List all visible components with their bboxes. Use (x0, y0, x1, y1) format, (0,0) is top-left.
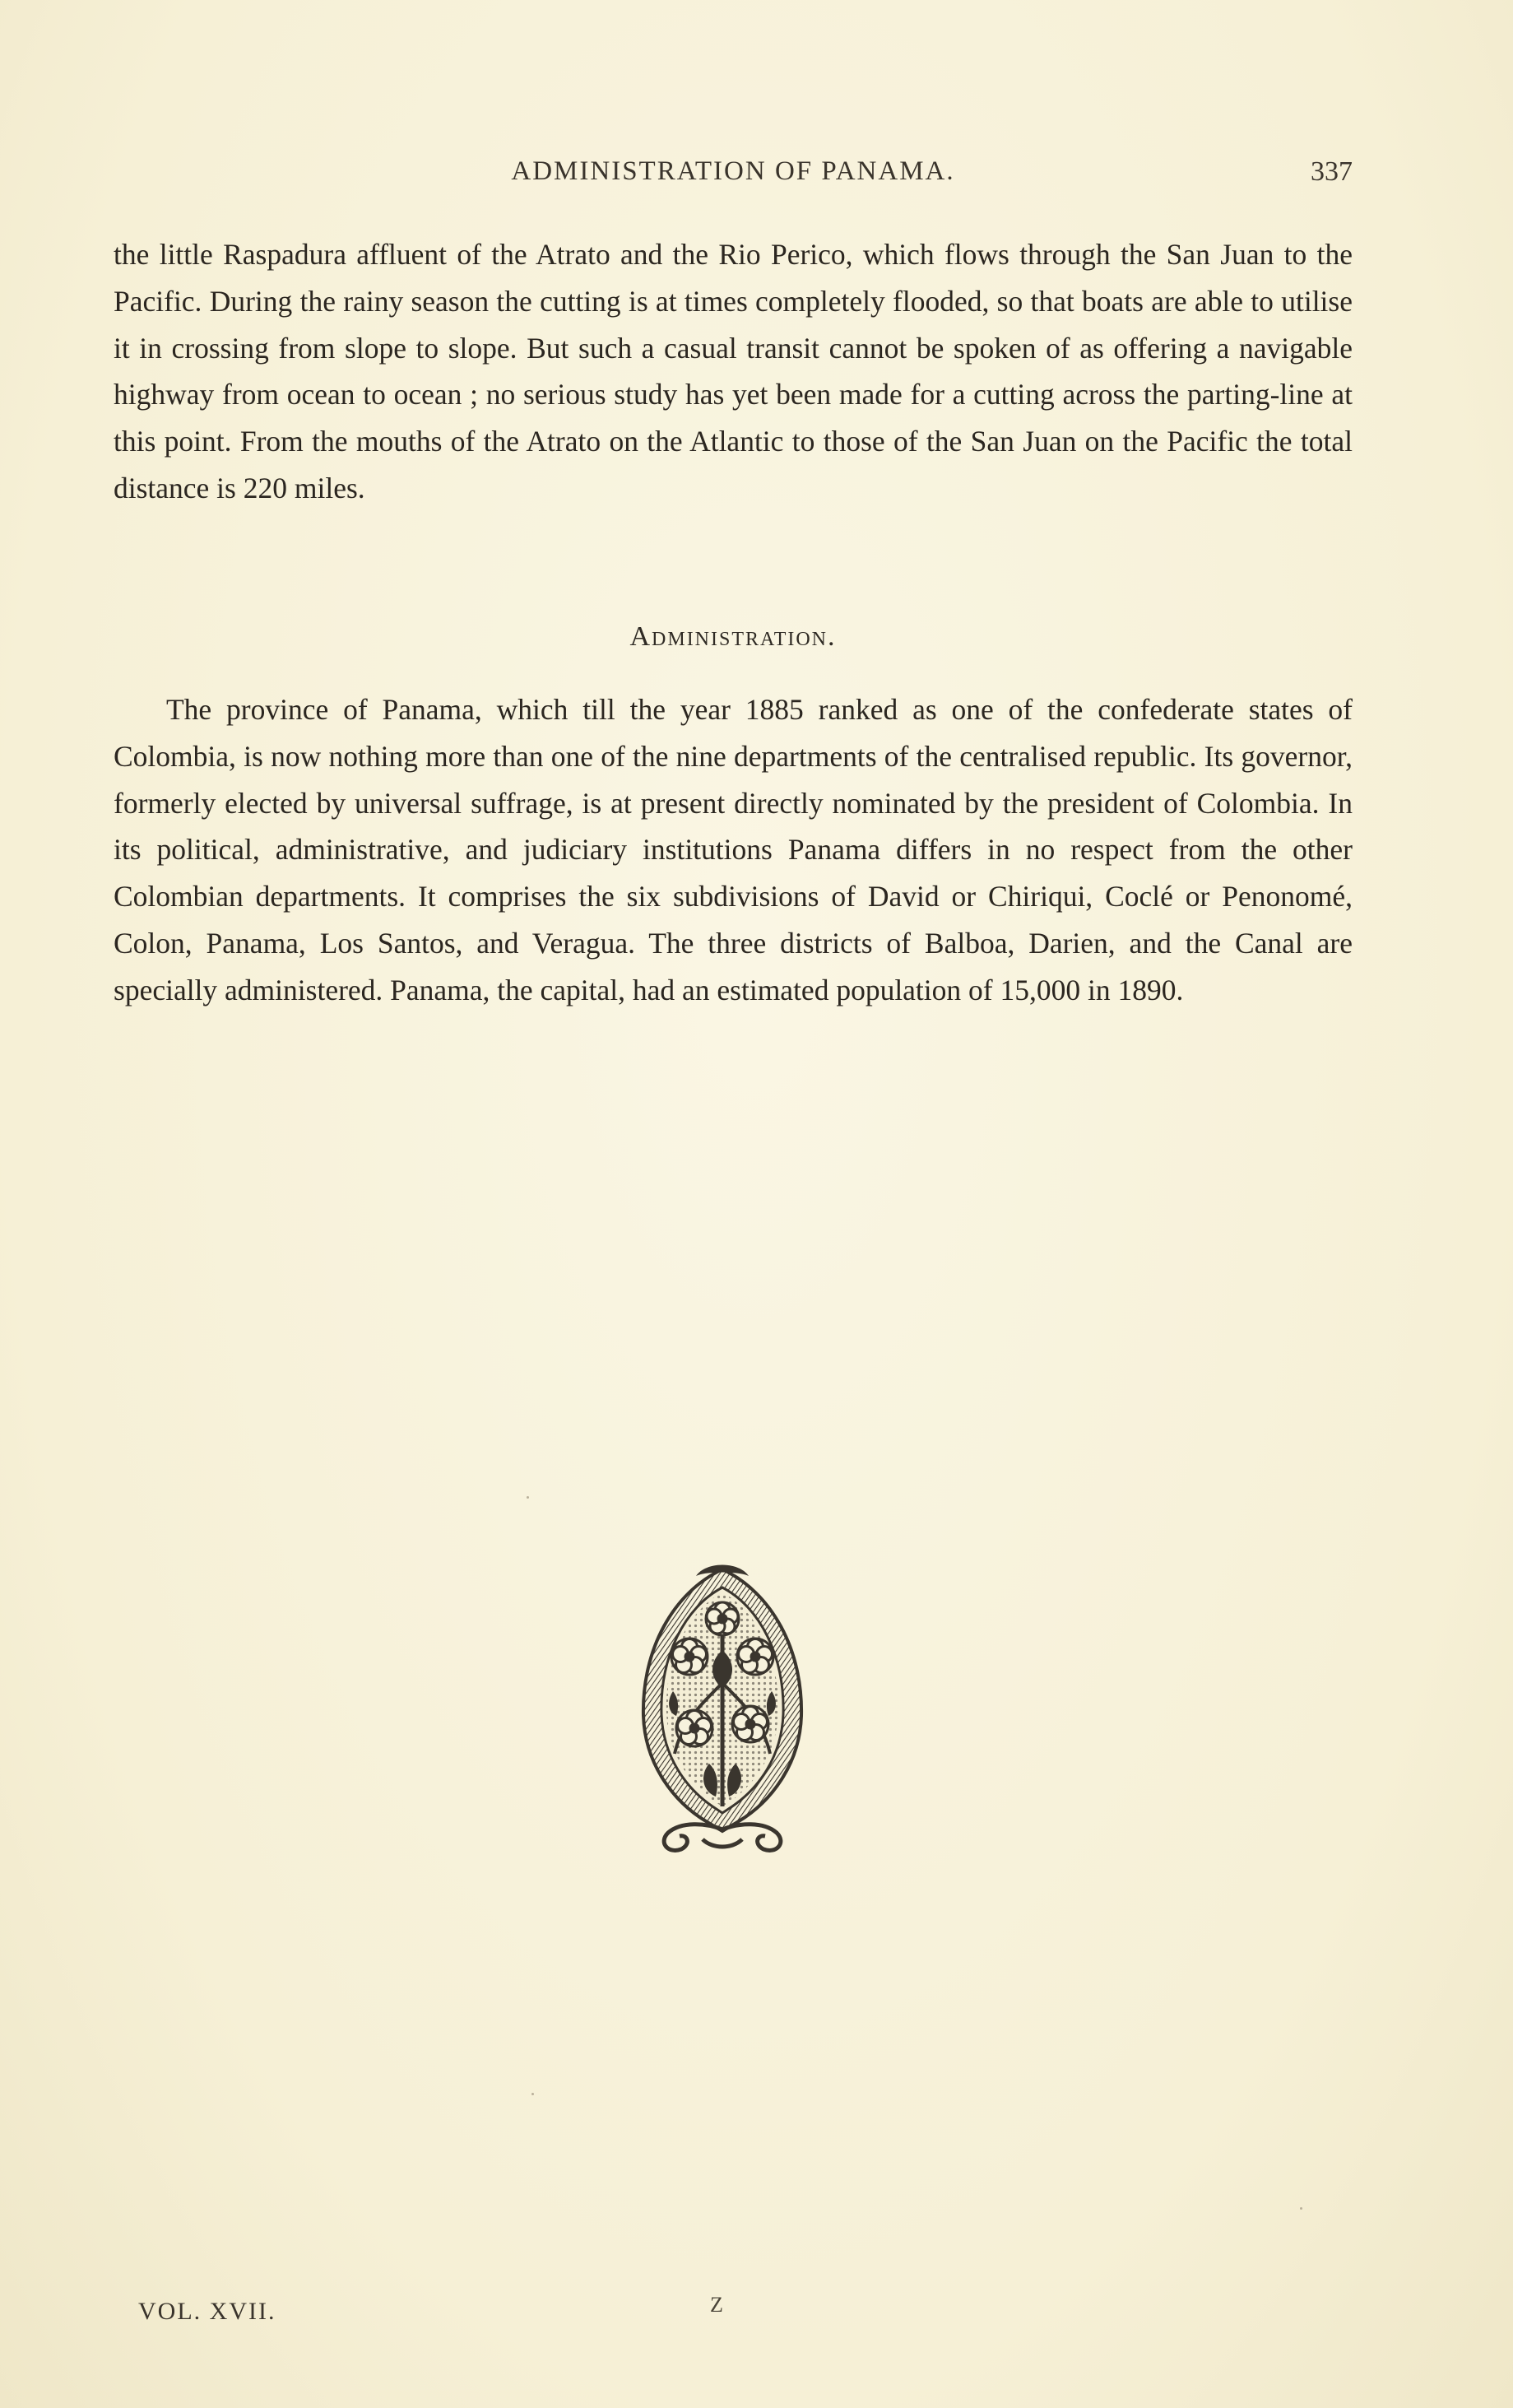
paper-speck (1300, 2207, 1302, 2210)
running-head (114, 156, 1353, 198)
footer-signature-mark: Z (710, 2293, 723, 2317)
body-paragraph-2: The province of Panama, which till the year 1885 ranked as one of the confederate states of Colombia, is now nothing more than one of the nine departments of the centralised republic. Its governor, formerly elected by universal suffrage, is at present directly nominated by the president of Colombia. In its political, administrative, and judiciary institutions Panama differs in no respect from the other Colombian departments. It comprises the six subdivisions of David or Chiriqui, Coclé or Penonomé, Colon, Panama, Los Santos, and Veragua. The three districts of Balboa, Darien, and the Canal are specially administered. Panama, the capital, had an estimated population of 15,000 in 1890. (114, 693, 1353, 1006)
page-number: 337 (1311, 156, 1353, 187)
section-heading: Administration. (629, 621, 837, 652)
paper-speck (527, 1496, 529, 1499)
running-title: ADMINISTRATION OF PANAMA. (511, 156, 955, 186)
body-paragraph-1: the little Raspadura affluent of the Atrato and the Rio Perico, which flows through the San Juan to the Pacific. During the rainy season the cutting is at times completely flooded, so that boats are able to utilise it in crossing from slope to slope. But such a casual transit cannot be spoken of as offering a navigable highway from ocean to ocean ; no serious study has yet been made for a cutting across the parting-line at this point. From the mouths of the Atrato on the Atlantic to those of the San Juan on the Pacific the total distance is 220 miles. (114, 238, 1353, 504)
paper-speck (531, 2093, 534, 2095)
floral-tailpiece-icon (624, 1560, 821, 1856)
tailpiece-svg (624, 1560, 821, 1856)
footer-volume: VOL. XVII. (138, 2298, 276, 2325)
